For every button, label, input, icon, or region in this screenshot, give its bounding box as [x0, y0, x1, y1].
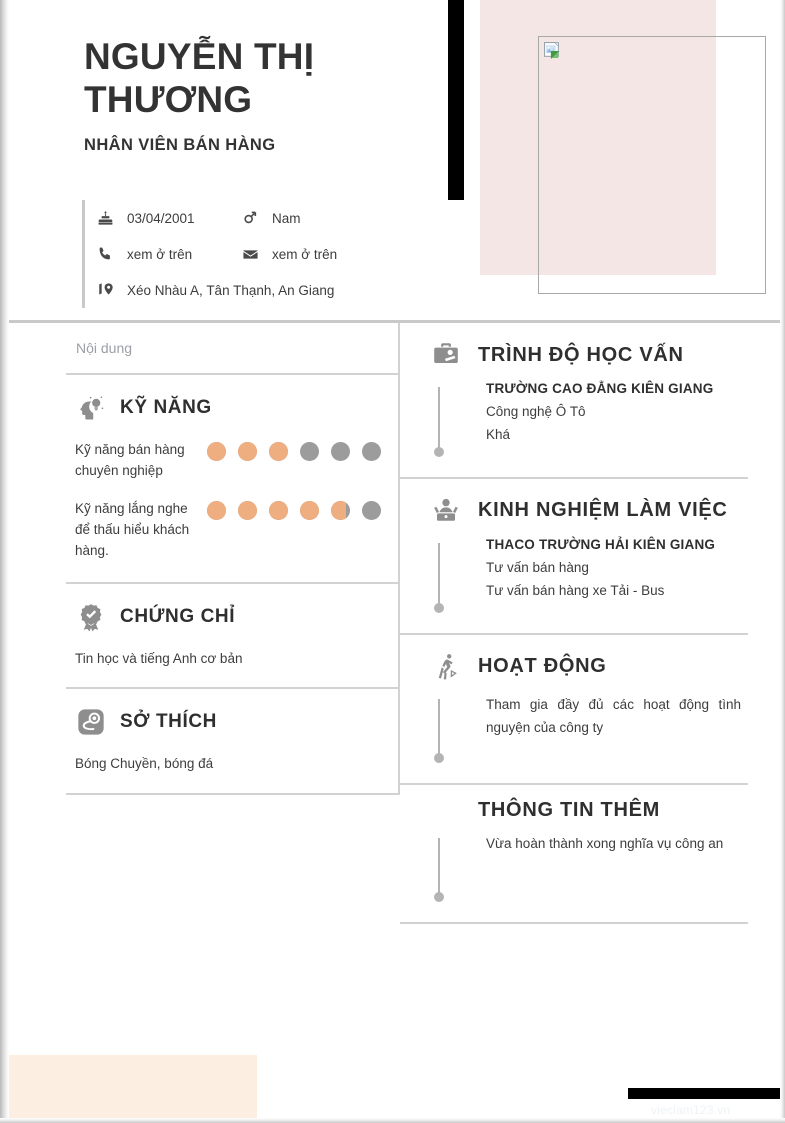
skills-section-header [66, 391, 400, 425]
contact-row-phone-email [97, 236, 337, 272]
hobby-section-header [66, 705, 400, 739]
education-item [400, 381, 748, 465]
skills-section [66, 375, 400, 584]
skill-name: Kỹ năng lắng nghe để thấu hiểu khách hàng. [75, 500, 190, 559]
footer-accent-block [5, 1055, 257, 1121]
skill-item [66, 498, 400, 562]
hobby-text: Bóng Chuyền, bóng đá [75, 756, 214, 772]
skill-dot [238, 501, 257, 520]
skill-dot [362, 501, 381, 520]
skill-item [66, 439, 400, 482]
site-watermark: vieclam123.vn [651, 1103, 731, 1117]
page-edge-shadow-left [0, 0, 9, 1123]
person-sweeping-icon [428, 649, 464, 685]
skill-rating-dots [207, 439, 381, 461]
extra-info-section-title: THÔNG TIN THÊM [478, 798, 661, 821]
skill-dot-fill [238, 442, 257, 461]
header-accent-bar [448, 0, 464, 200]
skill-dot [300, 501, 319, 520]
contact-row-birthday-gender [97, 200, 337, 236]
contact-address-value: Xéo Nhàu A, Tân Thạnh, An Giang [127, 282, 335, 298]
certificate-badge-icon [74, 600, 108, 634]
content-placeholder-text: Nội dung [76, 340, 133, 356]
activity-item [400, 693, 748, 771]
contact-gender-value: Nam [272, 210, 301, 226]
head-lightbulb-icon [74, 391, 108, 425]
extra-info-section-header [400, 799, 748, 822]
gender-icon [242, 210, 264, 226]
certificate-section [66, 584, 400, 690]
content-placeholder-row[interactable] [66, 323, 400, 375]
phone-icon [97, 246, 119, 262]
timeline-dot [434, 447, 444, 457]
activity-section-header [400, 649, 748, 685]
contact-gender [242, 210, 301, 226]
skill-dot [331, 442, 350, 461]
contact-phone [97, 246, 242, 262]
skill-dot [269, 501, 288, 520]
education-section [400, 323, 748, 479]
certificate-section-title: CHỨNG CHỈ [120, 605, 236, 627]
experience-detail: Tư vấn bán hàng xe Tải - Bus [486, 583, 665, 599]
timeline-line [438, 543, 440, 607]
certificate-text: Tin học và tiếng Anh cơ bản [75, 650, 243, 666]
timeline-line [438, 387, 440, 451]
left-column [0, 323, 400, 795]
profile-photo-frame[interactable] [538, 36, 766, 294]
skill-dot-fill [207, 442, 226, 461]
education-grade: Khá [486, 427, 511, 443]
skill-dot-fill [269, 501, 288, 520]
contact-phone-value: xem ở trên [127, 246, 193, 262]
skill-dot [331, 501, 350, 520]
extra-info-item [400, 832, 748, 910]
name-block [84, 36, 434, 155]
hobby-section-title: SỞ THÍCH [120, 711, 218, 733]
education-org: TRƯỜNG CAO ĐẲNG KIÊN GIANG [486, 381, 714, 396]
skill-dot-fill [269, 442, 288, 461]
skill-rating-dots [207, 498, 381, 520]
experience-position: Tư vấn bán hàng [486, 559, 589, 575]
contact-info [82, 200, 337, 308]
cv-header [0, 0, 785, 323]
skill-name: Kỹ năng bán hàng chuyên nghiệp [75, 442, 185, 479]
skill-dot-fill [300, 501, 319, 520]
experience-org: THACO TRƯỜNG HẢI KIÊN GIANG [486, 536, 716, 552]
briefcase-icon [428, 337, 464, 373]
contact-address [97, 281, 334, 299]
page-edge-shadow-bottom [0, 1118, 785, 1123]
skill-dot-fill [238, 501, 257, 520]
certificate-section-header [66, 600, 400, 634]
map-pin-icon [97, 281, 119, 299]
extra-info-section [400, 785, 748, 924]
hobby-section [66, 689, 400, 795]
experience-section-title: KINH NGHIỆM LÀM VIỆC [478, 499, 728, 522]
skill-dot [207, 501, 226, 520]
skill-dot [300, 442, 319, 461]
hobby-spiral-icon [74, 705, 108, 739]
activity-section [400, 635, 748, 785]
contact-birthday-value: 03/04/2001 [127, 210, 195, 226]
activity-section-title: HOẠT ĐỘNG [478, 655, 607, 678]
education-section-title: TRÌNH ĐỘ HỌC VẤN [478, 343, 684, 366]
contact-row-address [97, 272, 337, 308]
experience-section-header [400, 493, 748, 529]
skill-dot [269, 442, 288, 461]
timeline-dot [434, 753, 444, 763]
page-edge-shadow-right [780, 0, 785, 1123]
skill-dot-fill [331, 501, 346, 520]
candidate-name: NGUYỄN THỊ THƯƠNG [84, 36, 315, 120]
timeline-line [438, 838, 440, 896]
person-desk-icon [428, 493, 464, 529]
timeline-line [438, 699, 440, 757]
experience-item [400, 537, 748, 621]
skill-dot [207, 442, 226, 461]
extra-info-text: Vừa hoàn thành xong nghĩa vụ công an [486, 835, 724, 851]
right-column [400, 323, 785, 924]
cv-body [0, 323, 785, 924]
contact-email-value: xem ở trên [272, 246, 338, 262]
timeline-dot [434, 603, 444, 613]
contact-birthday [97, 210, 242, 227]
skill-dot [238, 442, 257, 461]
candidate-job-title: NHÂN VIÊN BÁN HÀNG [84, 135, 276, 154]
education-major: Công nghệ Ô Tô [486, 404, 586, 419]
contact-email [242, 246, 337, 263]
timeline-dot [434, 892, 444, 902]
skill-dot-fill [207, 501, 226, 520]
experience-section [400, 479, 748, 635]
education-section-header [400, 337, 748, 373]
broken-image-icon [544, 42, 561, 59]
skill-dot [362, 442, 381, 461]
footer-black-bar [628, 1088, 780, 1099]
skills-section-title: KỸ NĂNG [120, 397, 212, 418]
email-icon [242, 246, 264, 263]
birthday-cake-icon [97, 210, 119, 227]
activity-text: Tham gia đầy đủ các hoạt động tình nguyện của công ty [486, 696, 741, 736]
